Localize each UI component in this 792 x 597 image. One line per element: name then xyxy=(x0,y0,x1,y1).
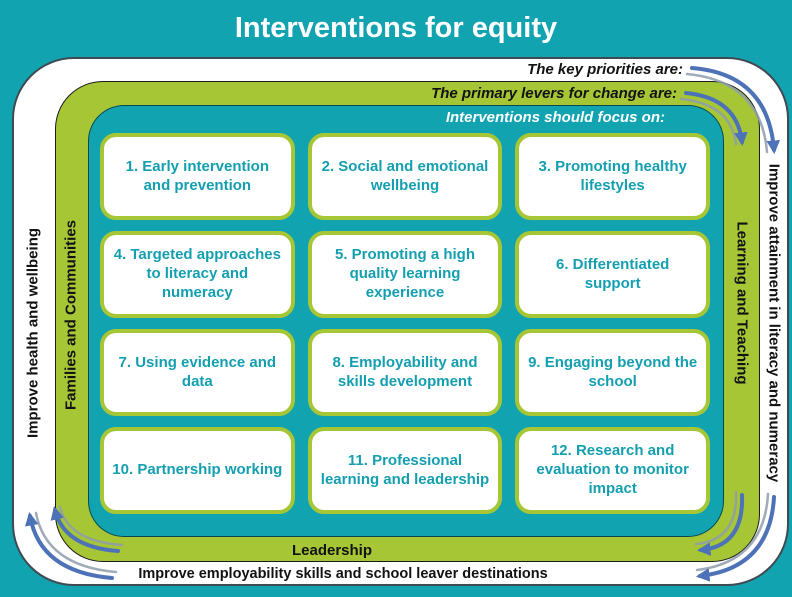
intervention-box-8 xyxy=(308,329,503,416)
interventions-grid xyxy=(100,133,710,514)
intervention-box-4 xyxy=(100,231,295,318)
improve-employability-label: Improve employability skills and school leaver destinations xyxy=(138,566,548,582)
learning-teaching-label: Learning and Teaching xyxy=(733,221,751,385)
improve-health-label: Improve health and wellbeing xyxy=(24,227,42,439)
intervention-box-label: 3. Promoting healthy lifestyles xyxy=(538,157,687,194)
intervention-box-label: 4. Targeted approaches to literacy and numeracy xyxy=(113,246,281,301)
improve-attainment-label: Improve attainment in literacy and numeracy xyxy=(765,163,783,483)
interventions-focus-label: Interventions should focus on: xyxy=(445,109,665,126)
intervention-box-3 xyxy=(515,133,710,220)
intervention-box-2 xyxy=(308,133,503,220)
intervention-box-label: 10. Partnership working xyxy=(112,461,283,479)
key-priorities-label: The key priorities are: xyxy=(527,61,683,78)
intervention-box-label: 6. Differentiated support xyxy=(555,255,670,292)
intervention-box-5 xyxy=(308,231,503,318)
primary-levers-label: The primary levers for change are: xyxy=(431,85,677,102)
intervention-box-9 xyxy=(515,329,710,416)
intervention-box-10 xyxy=(100,427,295,514)
intervention-box-1 xyxy=(100,133,295,220)
intervention-box-11 xyxy=(308,427,503,514)
page-title: Interventions for equity xyxy=(234,12,558,44)
leadership-label: Leadership xyxy=(291,542,373,559)
intervention-box-6 xyxy=(515,231,710,318)
families-communities-label: Families and Communities xyxy=(62,219,80,411)
intervention-box-label: 1. Early intervention and prevention xyxy=(125,157,270,194)
intervention-box-label: 7. Using evidence and data xyxy=(118,353,277,390)
intervention-box-label: 9. Engaging beyond the school xyxy=(528,353,698,390)
intervention-box-label: 11. Professional learning and leadership xyxy=(320,451,490,488)
intervention-box-7 xyxy=(100,329,295,416)
intervention-box-label: 12. Research and evaluation to monitor impact xyxy=(536,442,689,497)
intervention-box-label: 8. Employability and skills development xyxy=(332,353,478,390)
intervention-box-12 xyxy=(515,427,710,514)
intervention-box-label: 2. Social and emotional wellbeing xyxy=(321,157,489,194)
intervention-box-label: 5. Promoting a high quality learning experience xyxy=(334,246,475,301)
